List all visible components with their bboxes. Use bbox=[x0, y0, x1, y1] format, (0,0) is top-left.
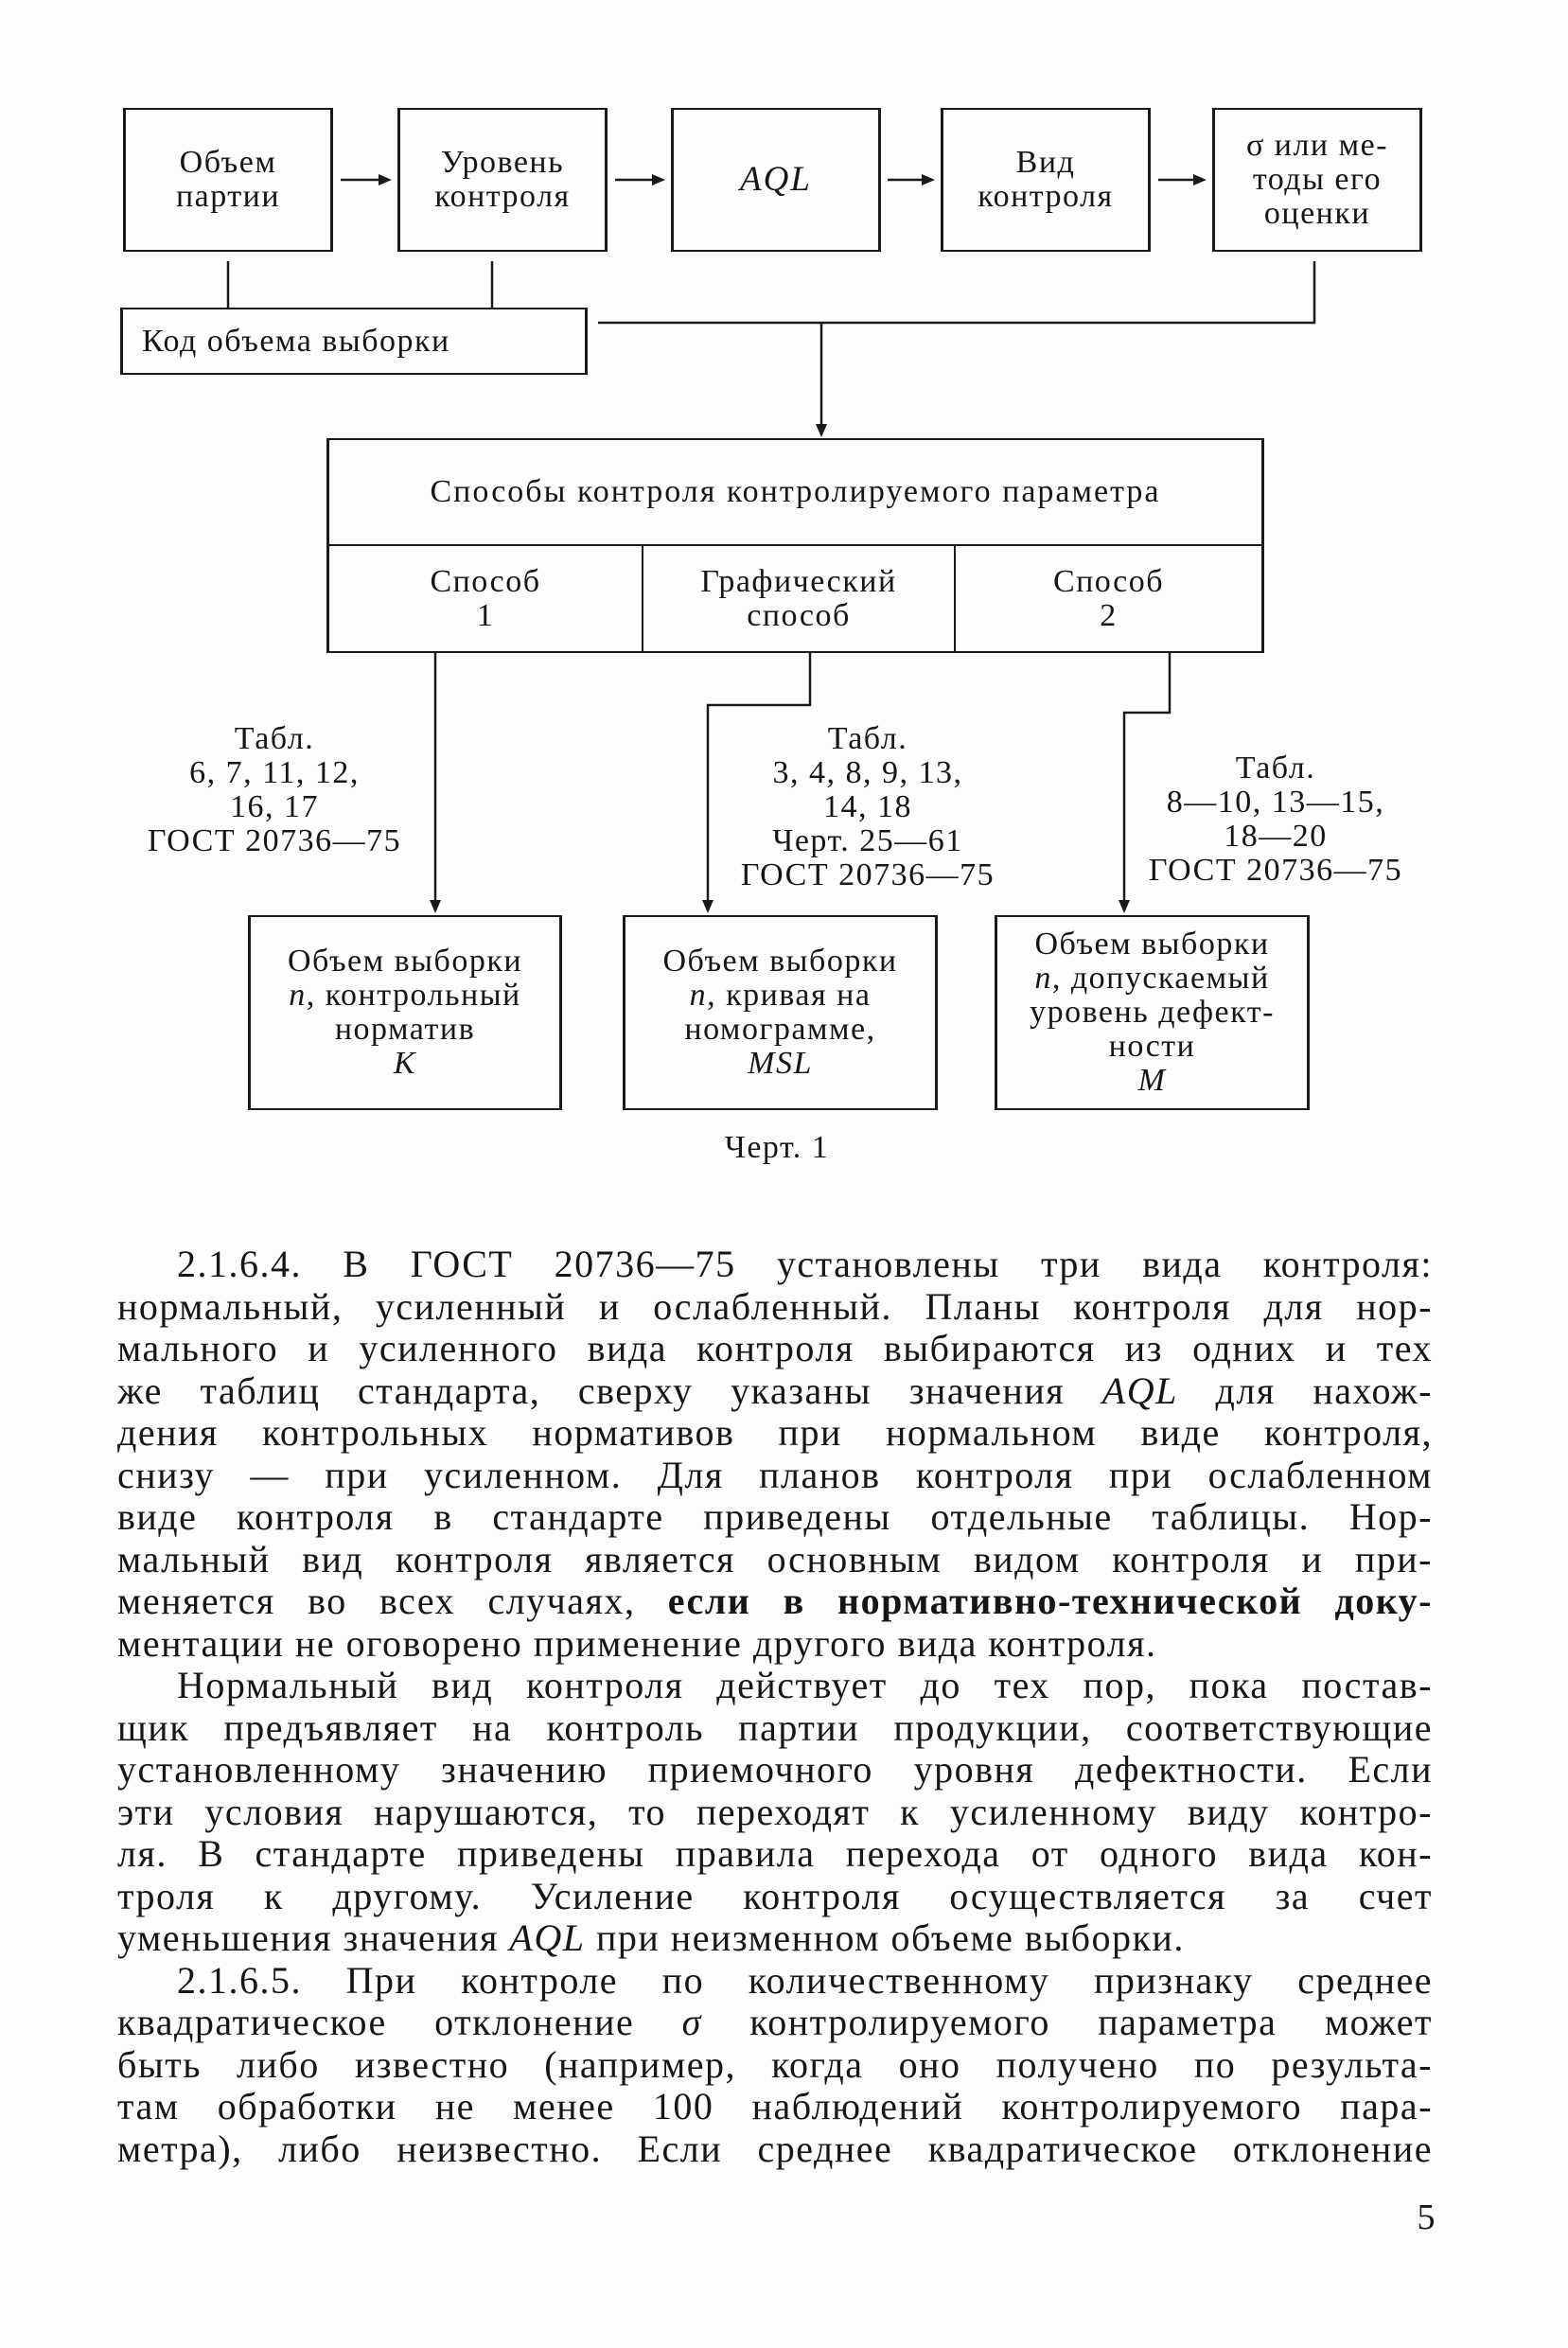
box-label: номограмме, bbox=[684, 1012, 876, 1047]
box-label: норматив bbox=[334, 1012, 476, 1047]
text-line: установленному значению приемочного уровня дефектности. Если bbox=[117, 1749, 1433, 1791]
reference-line: Табл. bbox=[234, 721, 315, 756]
methods-title: Способы контроля контролируемого параметра bbox=[329, 440, 1261, 546]
arrow-down-icon bbox=[430, 900, 441, 913]
text-line: дения контрольных нормативов при нормальном виде контроля, bbox=[117, 1412, 1433, 1454]
reference-line: Черт. 25—61 bbox=[772, 823, 963, 858]
box-symbol: MSL bbox=[748, 1046, 813, 1081]
text-line: эти условия нарушаются, то переходят к усиленному виду контро- bbox=[117, 1791, 1433, 1833]
method-2-references bbox=[1077, 751, 1474, 888]
box-label: σ или ме- bbox=[1245, 128, 1389, 163]
cell-label: Способ bbox=[1052, 563, 1165, 599]
text-line: снизу — при усиленном. Для планов контроля при ослабленном bbox=[117, 1454, 1433, 1496]
body-text bbox=[117, 1244, 1433, 2170]
reference-line: 18—20 bbox=[1224, 819, 1328, 854]
text-line bbox=[117, 1580, 1433, 1623]
box-label: контроля bbox=[434, 179, 571, 214]
box-label: Код объема выборки bbox=[142, 323, 450, 359]
text-segment: же таблиц стандарта, сверху указаны значения bbox=[117, 1369, 1102, 1412]
text-line: быть либо известно (например, когда оно получено по результа- bbox=[117, 2043, 1433, 2086]
arrow-right-icon bbox=[922, 174, 935, 185]
box-label: Объем выборки bbox=[662, 944, 898, 979]
box-label-text: , контрольный bbox=[306, 978, 521, 1013]
result-box-msl bbox=[623, 915, 938, 1110]
box-label: партии bbox=[175, 179, 281, 214]
box-label: тоды его bbox=[1252, 162, 1383, 197]
methods-row bbox=[329, 546, 1261, 651]
text-line: мальный вид контроля является основным видом контроля и при- bbox=[117, 1538, 1433, 1580]
box-label bbox=[690, 979, 872, 1013]
method-1-cell bbox=[329, 546, 642, 651]
paragraph bbox=[117, 1244, 1433, 1665]
graphic-method-cell bbox=[642, 546, 954, 651]
method-2-cell bbox=[954, 546, 1261, 651]
reference-line: ГОСТ 20736—75 bbox=[1148, 853, 1403, 888]
reference-line: ГОСТ 20736—75 bbox=[147, 823, 402, 858]
box-label: Вид bbox=[1015, 145, 1076, 180]
reference-line: 16, 17 bbox=[230, 789, 319, 824]
result-box-k bbox=[248, 915, 562, 1110]
lot-size-box bbox=[123, 108, 333, 252]
n-symbol: n bbox=[289, 978, 307, 1013]
graphic-method-references bbox=[669, 722, 1066, 892]
n-symbol: n bbox=[689, 978, 708, 1013]
aql-term: AQL bbox=[1101, 1369, 1178, 1412]
box-label-text: , кривая на bbox=[707, 978, 872, 1013]
text-line: троля к другому. Усиление контроля осуществляется за счет bbox=[117, 1875, 1433, 1917]
box-label: AQL bbox=[740, 160, 812, 199]
text-line: мального и усиленного вида контроля выбираются из одних и тех bbox=[117, 1328, 1433, 1369]
box-label: Объем выборки bbox=[1034, 927, 1270, 962]
inspection-level-box bbox=[397, 108, 608, 252]
text-line bbox=[117, 2002, 1433, 2044]
reference-line: Табл. bbox=[827, 721, 908, 756]
method-1-references bbox=[76, 722, 473, 858]
cell-label: Графический bbox=[700, 563, 897, 599]
text-line: 2.1.6.4. В ГОСТ 20736—75 установлены три вида контроля: bbox=[177, 1244, 1433, 1285]
paragraph bbox=[117, 1960, 1433, 2171]
text-line: 2.1.6.5. При контроле по количественному признаку среднее bbox=[177, 1959, 1433, 2002]
box-label: уровень дефект- bbox=[1030, 995, 1275, 1030]
inspection-methods-box bbox=[326, 438, 1264, 653]
text-segment: меняется во всех случаях, bbox=[117, 1580, 668, 1622]
text-line: виде контроля в стандарте приведены отдельные таблицы. Нор- bbox=[117, 1496, 1433, 1538]
box-label bbox=[289, 979, 521, 1013]
sigma-symbol: σ bbox=[681, 2002, 702, 2043]
box-label: Объем выборки bbox=[287, 944, 523, 979]
text-line: ля. В стандарте приведены правила перехода от одного вида кон- bbox=[117, 1833, 1433, 1875]
arrow-right-icon bbox=[652, 174, 665, 185]
text-segment: при неизменном объеме выборки. bbox=[585, 1917, 1185, 1959]
aql-term: AQL bbox=[509, 1917, 586, 1959]
reference-line: 8—10, 13—15, bbox=[1166, 785, 1385, 820]
arrow-right-icon bbox=[1193, 174, 1207, 185]
bold-segment: если в нормативно-технической доку- bbox=[667, 1580, 1433, 1622]
box-label: ности bbox=[1108, 1029, 1196, 1064]
text-line: Нормальный вид контроля действует до тех пор, пока постав- bbox=[177, 1665, 1433, 1706]
text-line bbox=[117, 1917, 1433, 1960]
cell-label: Способ bbox=[430, 563, 541, 599]
text-segment: для нахож- bbox=[1177, 1369, 1433, 1412]
text-segment: уменьшения значения bbox=[117, 1917, 510, 1959]
box-label: Уровень bbox=[440, 145, 565, 180]
box-label bbox=[1034, 962, 1269, 996]
text-segment: контролируемого параметра может bbox=[701, 2002, 1433, 2043]
inspection-type-box bbox=[941, 108, 1151, 252]
box-label: оценки bbox=[1263, 196, 1371, 231]
reference-line: Табл. bbox=[1235, 750, 1316, 786]
box-label-text: , допускаемый bbox=[1051, 961, 1270, 996]
text-line: там обработки не менее 100 наблюдений контролируемого пара- bbox=[117, 2086, 1433, 2127]
paragraph bbox=[117, 1665, 1433, 1960]
text-segment: квадратическое отклонение bbox=[117, 2002, 682, 2043]
page-number: 5 bbox=[1417, 2198, 1436, 2237]
aql-box bbox=[671, 108, 881, 252]
figure-caption: Черт. 1 bbox=[724, 1130, 830, 1165]
arrow-down-icon bbox=[816, 424, 827, 437]
reference-line: 14, 18 bbox=[823, 789, 912, 824]
arrow-down-icon bbox=[702, 900, 714, 913]
text-line bbox=[117, 1370, 1433, 1413]
text-line: ментации не оговорено применение другого вида контроля. bbox=[117, 1622, 1157, 1665]
cell-label: способ bbox=[747, 597, 851, 633]
text-line: щик предъявляет на контроль партии продукции, соответствующие bbox=[117, 1706, 1433, 1749]
box-symbol: M bbox=[1137, 1063, 1167, 1098]
cell-label: 2 bbox=[1100, 597, 1118, 633]
sigma-method-box bbox=[1212, 108, 1422, 252]
arrow-right-icon bbox=[379, 174, 392, 185]
sample-size-code-box bbox=[120, 308, 588, 375]
text-line: нормальный, усиленный и ослабленный. Планы контроля для нор- bbox=[117, 1285, 1433, 1328]
box-symbol: K bbox=[393, 1046, 417, 1081]
result-box-m bbox=[995, 915, 1310, 1110]
text-line: метра), либо неизвестно. Если среднее квадратическое отклонение bbox=[117, 2127, 1433, 2170]
box-label: Объем bbox=[179, 145, 277, 180]
reference-line: 6, 7, 11, 12, bbox=[189, 755, 360, 790]
reference-line: ГОСТ 20736—75 bbox=[740, 857, 995, 892]
n-symbol: n bbox=[1034, 961, 1052, 996]
box-label: контроля bbox=[978, 179, 1114, 214]
reference-line: 3, 4, 8, 9, 13, bbox=[772, 755, 963, 790]
cell-label: 1 bbox=[476, 597, 495, 633]
arrow-down-icon bbox=[1119, 900, 1130, 913]
